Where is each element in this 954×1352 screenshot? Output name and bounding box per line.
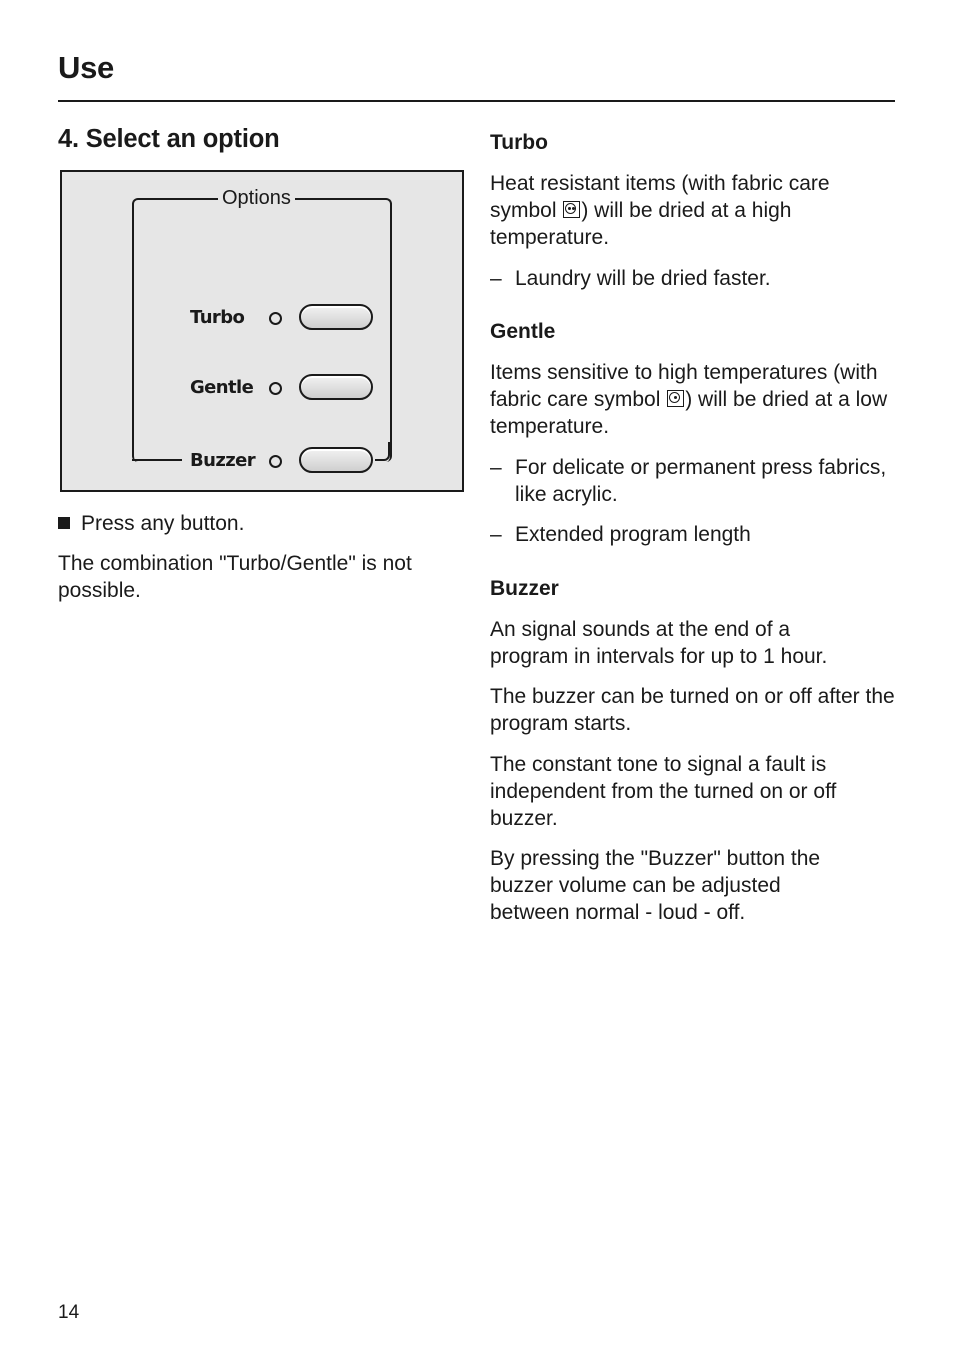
- heading-divider: [58, 100, 895, 102]
- buzzer-paragraph: An signal sounds at the end of a program in intervals for up to 1 hour.: [490, 618, 828, 668]
- buzzer-paragraph: The constant tone to signal a fault is independent from the turned on or off buzzer.: [490, 753, 837, 830]
- list-item: – Laundry will be dried faster.: [490, 267, 771, 290]
- instruction-item: Press any button.: [58, 510, 244, 537]
- turbo-heading: Turbo: [490, 131, 548, 154]
- buzzer-heading: Buzzer: [490, 577, 559, 600]
- gentle-button[interactable]: [299, 374, 373, 400]
- option-label-gentle: Gentle: [190, 377, 254, 398]
- square-bullet-icon: [58, 517, 70, 529]
- indicator-light-icon: [269, 312, 282, 325]
- option-label-turbo: Turbo: [190, 307, 245, 328]
- list-item: – Extended program length: [490, 523, 751, 546]
- buzzer-paragraph: By pressing the "Buzzer" button the buzzer volume can be adjusted between normal - loud - off.: [490, 847, 821, 924]
- page-number: 14: [58, 1302, 80, 1323]
- page-title: Use: [58, 50, 114, 85]
- options-title: Options: [218, 186, 295, 210]
- turbo-button[interactable]: [299, 304, 373, 330]
- tumble-dry-low-icon: [667, 390, 684, 407]
- gentle-heading: Gentle: [490, 320, 556, 343]
- gentle-description: Items sensitive to high temperatures (with fabric care symbol ) will be dried at a low temperature.: [490, 361, 888, 438]
- tumble-dry-high-icon: [563, 201, 580, 218]
- indicator-light-icon: [269, 455, 282, 468]
- section-title: 4. Select an option: [58, 125, 280, 153]
- options-panel-illustration: [60, 170, 464, 492]
- option-row-turbo: [62, 304, 462, 332]
- buzzer-button[interactable]: [299, 447, 373, 473]
- indicator-light-icon: [269, 382, 282, 395]
- buzzer-paragraph: The buzzer can be turned on or off after the program starts.: [490, 685, 895, 735]
- turbo-description: Heat resistant items (with fabric care symbol ) will be dried at a high temperature.: [490, 172, 830, 249]
- option-row-gentle: [62, 374, 462, 402]
- list-item: – For delicate or permanent press fabrics, like acrylic.: [490, 456, 887, 506]
- combination-note: The combination "Turbo/Gentle" is not possible.: [58, 552, 412, 602]
- option-row-buzzer: [62, 447, 462, 475]
- option-label-buzzer: Buzzer: [190, 450, 255, 471]
